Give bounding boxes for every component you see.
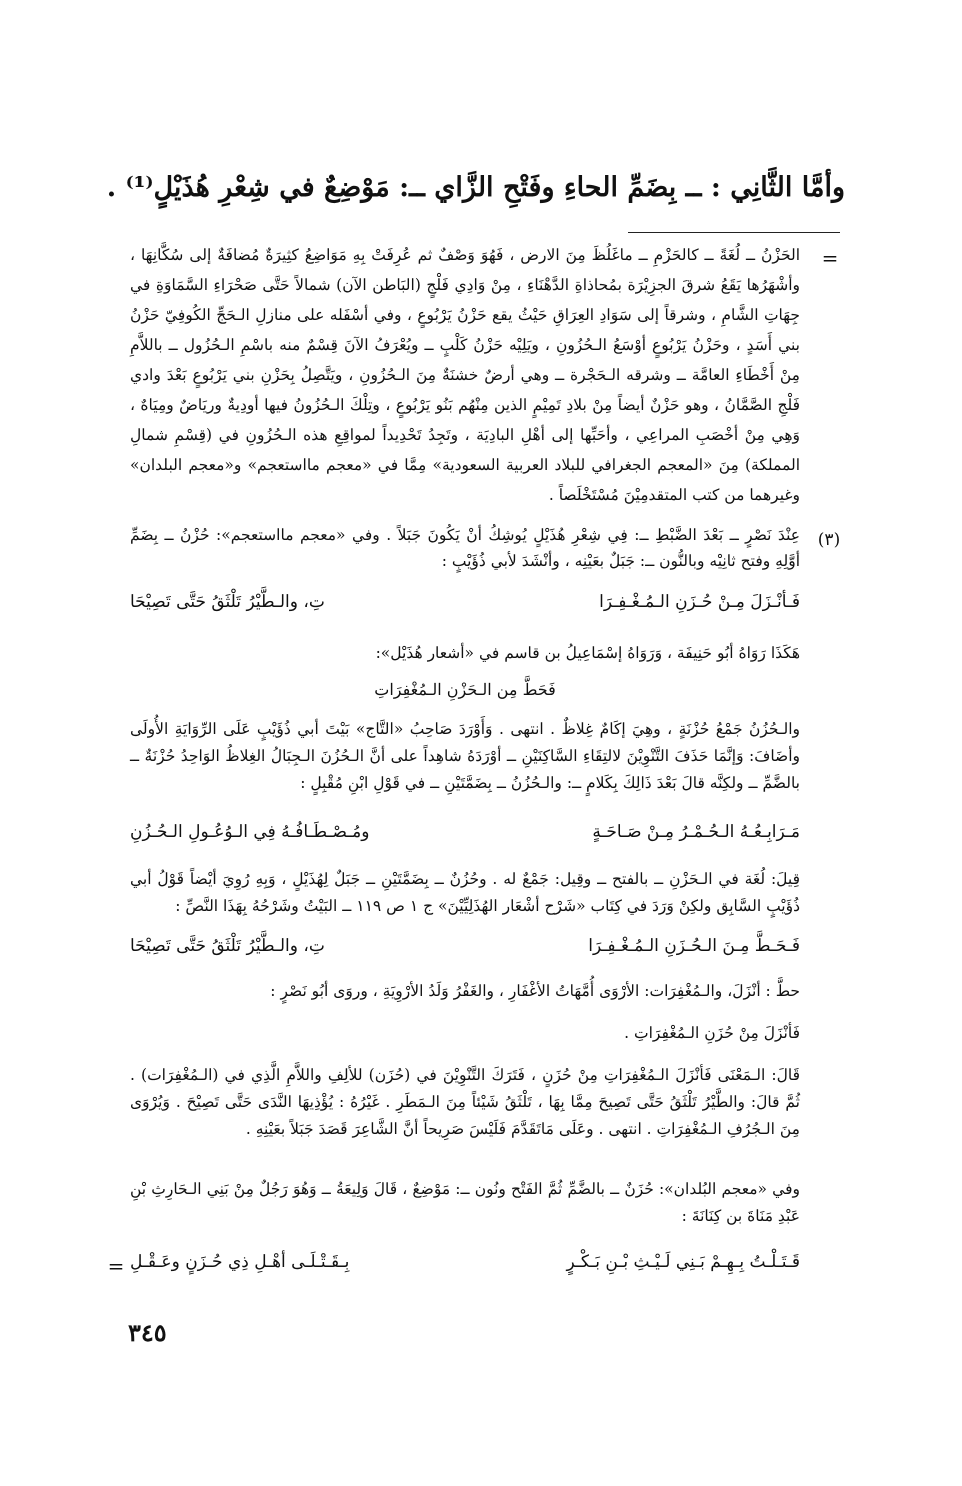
verse-4: [130, 1252, 800, 1272]
paragraph-mujam-text: وفي «معجم البُلدان»: حُزَنٌ ــ بالضَّمِّ ثُمَّ الفَتْح ونُون ــ: مَوْضِعٌ ، قَالَ وَلِيعَةُ ــ وَهُوَ رَجُلٌ مِنْ بَنِي الـحَارِثِ بْنِ عَبْدِ مَنَاةَ بن كِنَانَةَ :: [130, 1180, 800, 1225]
verse-1-second-hemistich: تِ، والـطَّيْرُ تَلْثَقُ حَتَّى تَصِيْحَا: [130, 592, 325, 612]
paragraph-qila-text: قِيلَ: لُغَة في الـحَزْنِ ــ بالفتح ــ وقِيل: جَمْعٌ له . وحُزُنٌ ــ بِضَمَّتَيْنِ ــ جَبَلٌ لِهُذَيْلٍ ، وَبِهِ رُوِيَ أيْضاً قَوْلُ أبي ذُؤَيْبٍ السَّابِق ولكِنْ وَرَدَ في كِتَاب «شَرْح أشْعَار الهُذَلِيِّيْنَ» ج ١ ص ١١٩ ــ البَيْتُ وشَرْحُهُ بِهَذَا النَّصِّ :: [130, 870, 800, 915]
footnote-continued-text: الحَزْنُ ــ لُغَةً ــ كالحَزْمِ ــ ماغَلُظَ مِنَ الارض ، فَهُوَ وَصْفٌ ثم عُرِفَتْ بِهِ مَوَاضِعُ كثِيرَةٌ مُضافَةٌ إلى سُكَّانِهَا ، وأشْهَرُها يَقَعُ شرقَ الجزِيْرَة بمُحاذاةِ الدَّهْنَاءِ ، مِنْ وَادِي فَلْجٍ (البَاطن الآن) شمالاً حَتَّى صَحْرَاءِ السَّمَاوَةِ في جِهَاتِ الشَّامِ ، وشرقاً إلى سَوَادِ العِرَاقِ حَيْثُ يقع حَزْنُ يَرْبُوعٍ ، وفي أسْفَله على منازلِ الـحَجِّ الكُوفِيّ حَزْنُ بني أَسَدٍ ، وحَزْنُ يَرْبُوعٍ أوْسَعُ الـحُزُونِ ، ويَلِيْه حَزْنُ كَلْبٍ ــ ويُعْرَفُ الآنَ قِسْمٌ منه باسْمِ الـحُزُول ــ باللاَّمِ مِنْ أَخْطَاءِ العامَّة ــ وشرقه الـحَجْرة ــ وهي أرضٌ خشنَةٌ مِنَ الـحُزُونِ ، ويَتَّصِلُ بِحَزْنِ بني يَرْبُوعٍ بَعْدَ وادي فَلْجِ الصَّمَّانُ ، وهو حَزْنٌ أيضاً مِنْ بلادِ تَمِيْمٍ الذين مِنْهُم بَنُو يَرْبُوعٍ ، وتِلْكَ الـحُزُونُ فيها أودِيةٌ وريَاضٌ ومِيَاهٌ ، وَهِي مِنْ أخْصَبِ المراعِي ، وأحَبِّها إلى أهْلِ البادِيَة ، وتَجِدُ تَحْدِيداً لمواقِعِ هذه الـحُزُونِ في (قِسْمِ شمالِ المملكة) مِنَ «المعجم الجغرافي للبلاد العربية السعودية» مِمَّا في «معجم مااستعجم» و«معجم البلدان» وغيرهما من كتب المتقدمِيْنَ مُسْتَخْلَصاً .: [130, 246, 800, 504]
footnote-continued: [130, 240, 800, 510]
centered-quote: فَحَطَّ مِن الـحَزْنِ الـمُغْفِرَاتِ: [374, 680, 556, 699]
paragraph-qala: [130, 1062, 800, 1143]
verse-1: [130, 592, 800, 612]
page-number: ٣٤٥: [128, 1318, 167, 1347]
paragraph-qila: [130, 866, 800, 920]
verse-4-second-hemistich: بِـقَـتْـلَـى أهْـلِ ذِي حُـزَنٍ وعَـقْـلِ: [130, 1252, 350, 1272]
continuation-mark: =: [821, 246, 839, 270]
paragraph-hazn-text: والـحُزُنُ جَمْعُ حُزْنَةٍ ، وهِيَ إكَامٌ غِلاظٌ . انتهى . وَأَوْرَدَ صَاحِبُ «التَّاج» بَيْتَ أبي ذُؤَيْبٍ عَلَى الرِّوَايَةِ الأُولَى وأضَافَ: وَإنَّمَا حَذَفَ التَّنْوِيْنَ لالتِقَاءِ السَّاكِنَيْنِ ــ أوْرَدَهُ شاهِداً على أنَّ الـحُزُنَ الـجِبَالُ الغِلاظُ الوَاحِدُ حُزْنَةٌ ــ بالضَّمِّ ــ ولكِنَّه قالَ بَعْدَ ذَالِكَ بِكَلامٍ ــ: والـحُزُنُ ــ بِضَمَّتَيْنِ ــ في قَوْلِ ابْنِ مُقْبِلٍ :: [130, 720, 800, 792]
verse-1-first-hemistich: فَـأنْـزَلَ مِـنْ حُـزَنِ الـمُـغْـفِـرَا: [599, 592, 800, 612]
paragraph-hazn: [130, 716, 800, 797]
page-heading: وأمَّا الثَّانِي : ــ بِضَمِّ الحاءِ وفَتْحِ الزَّاي ــ: مَوْضِعٌ في شِعْرِ هُذَيْلٍ⁽¹⁾ .: [106, 172, 845, 203]
paragraph-qala-text: قَالَ: الـمَعْنَى فَأنْزَلَ الـمُغْفِرَاتِ مِنْ حُزَنٍ ، فَتَرَكَ التَّنْوِيْنَ في (حُزَن) للألِفِ واللاَّمِ الَّذِي في (الـمُغْفِرَات) . ثُمَّ قالَ: والطَّيْرُ تَلْثَقُ حَتَّى تَصِيحَ مِمَّا بِهَا ، تَلْثَقُ شَيْئاً مِنَ الـمَطَرِ . غَيْرُهُ : يُؤْذِيهَا النَّدَى حَتَّى تَصِيْحَ . وَيُرْوَى مِنَ الـجُرُفِ الـمُغْفِرَاتِ . انتهى . وعَلَى مَاتَقَدَّمَ فَلَيْسَ صَرِيحاً أنَّ الشَّاعِرَ قَصَدَ جَبَلاً بعَيْنِهِ .: [130, 1066, 801, 1138]
verse-3-first-hemistich: فَـحَـطَّ مِـنَ الـحُـزَنِ الـمُـغْـفِـرَا: [588, 936, 800, 956]
verse-3: [130, 936, 800, 956]
line-fa-anzala: فَأنْزَلَ مِنْ حُزَنِ الـمُغْفِرَاتِ .: [624, 1024, 800, 1042]
end-continuation-mark: =: [107, 1254, 125, 1278]
line-hatta: حطَّ : أنْزَلَ، والـمُغْفِرَات: الأرْوَى أُمَّهَاتُ الأغْفَارِ ، والغَفْرُ وَلَدُ الأرْوِيَةِ ، وروَى أبُو نَصْرٍ :: [270, 982, 800, 1000]
verse-2-second-hemistich: ومُـصْـطَـافُـهُ فِي الـوُعُـولِ الـحُـزُنِ: [130, 822, 370, 842]
footnote-3: [130, 522, 800, 574]
footnote-3-text: عِنْدَ نَصْرٍ ــ بَعْدَ الضَّبْطِ ــ: فِي شِعْرِ هُذَيْلٍ يُوشِكُ أنْ يَكُونَ جَبَلاً . وفي «معجم مااستعجم»: حُزْنُ ــ بِضَمِّ أوَّلِهِ وفتح ثانِيْه وبالنُّون ــ: جَبَلٌ بعَيْنِه ، وأنْشَدَ لأبي ذُؤَيْبٍ :: [130, 526, 800, 570]
verse-3-second-hemistich: تِ، والـطَّيْرُ تَلْثَقُ حَتَّى تَصِيْحَا: [130, 936, 325, 956]
verse-2: [130, 822, 800, 842]
verse-2-first-hemistich: مَـرَابِـعُـهُ الـحُـمْـرُ مِـنْ صَـاحَـةٍ: [592, 822, 800, 842]
line-abu-hanifa: هَكَذَا رَوَاهُ أبُو حَنِيفَة ، وَرَوَاهُ إسْمَاعِيلُ بن قاسم في «أشعار هُذَيْل»:: [375, 644, 800, 662]
footnote-number: (٣): [817, 530, 841, 550]
paragraph-mujam: [130, 1176, 800, 1230]
footnote-rule: [628, 232, 840, 233]
verse-4-first-hemistich: قَـتَـلْـتُ بِـهِـمْ بَـنِي لَـيْـثِ بْـنِ بَـكْـرٍ: [566, 1252, 800, 1272]
